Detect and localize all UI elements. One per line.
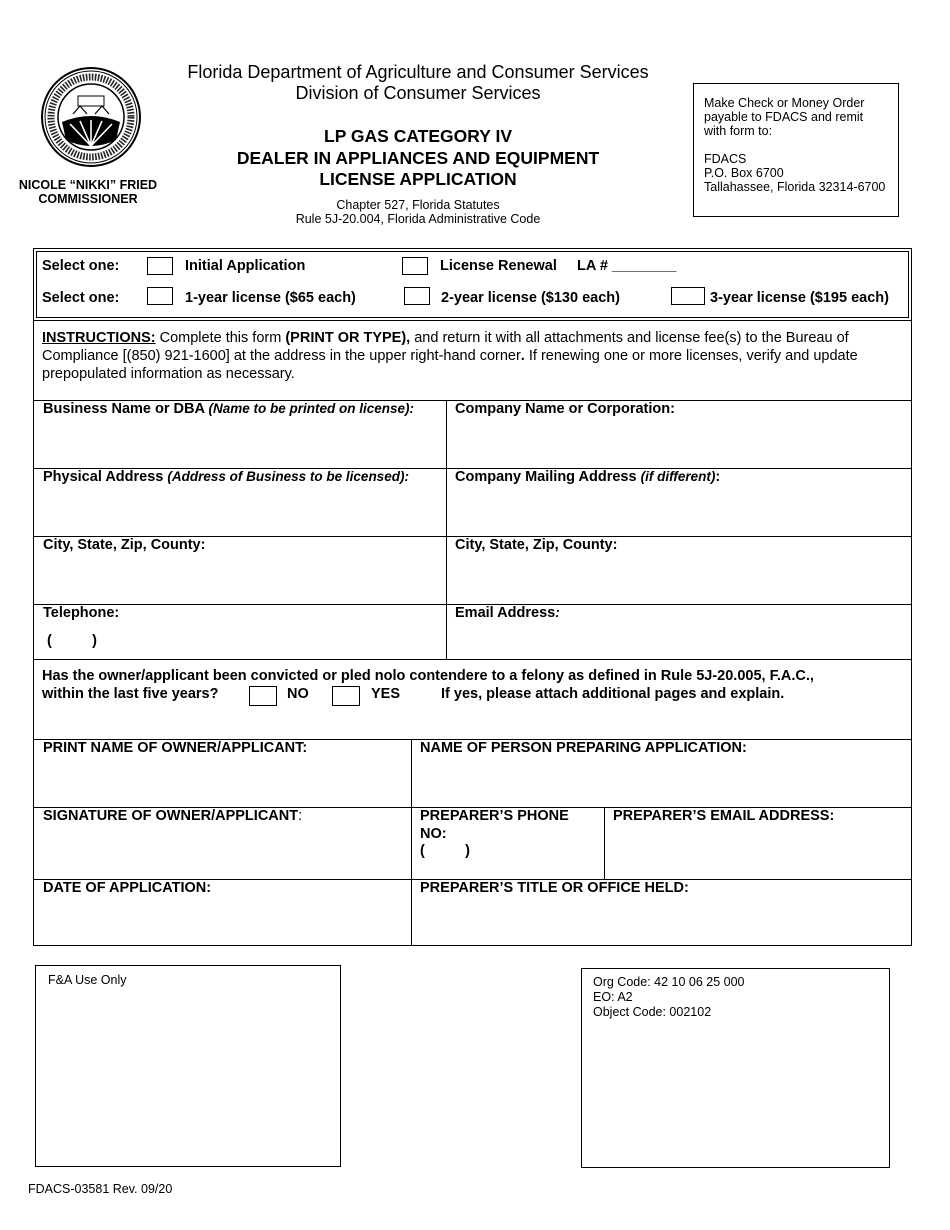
city-state-zip-field-2[interactable]: City, State, Zip, County: (455, 537, 618, 553)
three-year-label: 3-year license ($195 each) (710, 290, 889, 306)
one-year-checkbox[interactable] (147, 287, 173, 305)
commissioner-title: COMMISSIONER (38, 192, 138, 206)
company-name-field[interactable]: Company Name or Corporation: (455, 401, 675, 417)
remit-line-5: P.O. Box 6700 (704, 166, 784, 180)
one-year-label: 1-year license ($65 each) (185, 290, 356, 306)
telephone-parens: ( ) (47, 633, 97, 649)
preparer-phone-field[interactable] (420, 808, 569, 861)
telephone-field[interactable]: Telephone: (43, 605, 120, 621)
business-name-note: (Name to be printed on license): (208, 401, 414, 416)
preparer-title-field[interactable]: PREPARER’S TITLE OR OFFICE HELD: (420, 880, 689, 896)
instructions-part-3: If renewing one or more licenses, verify and update prepopulated information as necessary. (42, 348, 858, 382)
signature-label: SIGNATURE OF OWNER/APPLICANT (43, 808, 299, 824)
remit-line-1: Make Check or Money Order (704, 96, 865, 110)
print-name-field[interactable]: PRINT NAME OF OWNER/APPLICANT: (43, 740, 308, 756)
felony-yes-label: YES (371, 686, 401, 702)
form-number: FDACS-03581 Rev. 09/20 (28, 1182, 173, 1196)
title-line-2: DEALER IN APPLIANCES AND EQUIPMENT (236, 147, 600, 168)
object-code: Object Code: 002102 (593, 1005, 712, 1019)
application-form (33, 248, 912, 946)
two-year-label: 2-year license ($130 each) (441, 290, 620, 306)
remit-address-box (693, 83, 899, 217)
org-code: Org Code: 42 10 06 25 000 (593, 975, 745, 989)
email-colon: : (555, 605, 560, 620)
statute-reference (170, 198, 666, 226)
license-renewal-checkbox[interactable] (402, 257, 428, 275)
email-label: Email Address (455, 605, 556, 621)
business-name-field[interactable] (43, 401, 414, 417)
preparer-email-field[interactable]: PREPARER’S EMAIL ADDRESS: (613, 808, 835, 824)
preparer-phone-label-1: PREPARER’S PHONE (420, 808, 569, 824)
instructions-period: . (520, 348, 525, 364)
form-title (170, 126, 666, 191)
title-line-1: LP GAS CATEGORY IV (324, 126, 512, 146)
email-field[interactable] (455, 605, 560, 621)
preparer-phone-parens: ( ) (420, 843, 470, 859)
eo-code: EO: A2 (593, 990, 633, 1004)
remit-line-3: with form to: (704, 124, 773, 138)
remit-line-6: Tallahassee, Florida 32314-6700 (704, 180, 886, 194)
two-year-checkbox[interactable] (404, 287, 430, 305)
instructions-part-2: and return it with all attachments and license fee(s) to the Bureau of Compliance [(850) 921-1600] at the address in the upper right-hand corner (42, 330, 849, 364)
felony-yes-checkbox[interactable] (332, 686, 360, 706)
title-line-3: LICENSE APPLICATION (319, 169, 517, 189)
mailing-address-field[interactable] (455, 469, 720, 485)
commissioner-block (12, 178, 164, 206)
mailing-address-colon: : (715, 469, 721, 485)
statute-line-2: Rule 5J-20.004, Florida Administrative Code (295, 212, 541, 226)
statute-line-1: Chapter 527, Florida Statutes (336, 198, 500, 212)
mailing-address-note: (if different) (640, 469, 716, 484)
signature-colon: : (298, 808, 303, 824)
fa-use-only-label: F&A Use Only (48, 973, 127, 987)
felony-note: If yes, please attach additional pages and explain. (441, 686, 785, 702)
instructions-heading: INSTRUCTIONS: (42, 330, 156, 346)
preparer-name-field[interactable]: NAME OF PERSON PREPARING APPLICATION: (420, 740, 747, 756)
felony-no-checkbox[interactable] (249, 686, 277, 706)
commissioner-name: NICOLE “NIKKI” FRIED (18, 178, 158, 192)
mailing-address-label: Company Mailing Address (455, 469, 637, 485)
remit-line-4: FDACS (704, 152, 747, 166)
org-code-box (581, 968, 890, 1168)
felony-no-label: NO (287, 686, 309, 702)
physical-address-label: Physical Address (43, 469, 164, 485)
preparer-phone-label-2: NO: (420, 825, 447, 842)
physical-address-field[interactable] (43, 469, 409, 485)
physical-address-note: (Address of Business to be licensed): (167, 469, 409, 484)
initial-application-label: Initial Application (185, 258, 306, 274)
fa-use-only-box (35, 965, 341, 1167)
department-name: Florida Department of Agriculture and Consumer Services (187, 62, 649, 82)
date-field[interactable]: DATE OF APPLICATION: (43, 880, 212, 896)
select-one-label-2: Select one: (42, 290, 120, 306)
city-state-zip-field-1[interactable]: City, State, Zip, County: (43, 537, 206, 553)
felony-question-line-1: Has the owner/applicant been convicted or pled nolo contendere to a felony as defined in Rule 5J-20.005, F.A.C., (42, 668, 814, 684)
fdacs-seal-logo (40, 66, 142, 168)
three-year-checkbox[interactable] (671, 287, 705, 305)
la-number-field[interactable]: LA # ________ (577, 258, 677, 274)
instructions-emphasis: (PRINT OR TYPE), (285, 330, 411, 346)
agency-heading (170, 62, 666, 104)
license-renewal-label: License Renewal (440, 258, 557, 274)
instructions-part-1: Complete this form (155, 330, 286, 346)
remit-line-2: payable to FDACS and remit (704, 110, 864, 124)
instructions-text (42, 329, 904, 383)
business-name-label: Business Name or DBA (43, 401, 205, 417)
initial-application-checkbox[interactable] (147, 257, 173, 275)
signature-field[interactable] (43, 808, 302, 824)
select-one-label-1: Select one: (42, 258, 120, 274)
felony-question-line-2: within the last five years? (42, 686, 219, 702)
division-name: Division of Consumer Services (295, 83, 541, 103)
